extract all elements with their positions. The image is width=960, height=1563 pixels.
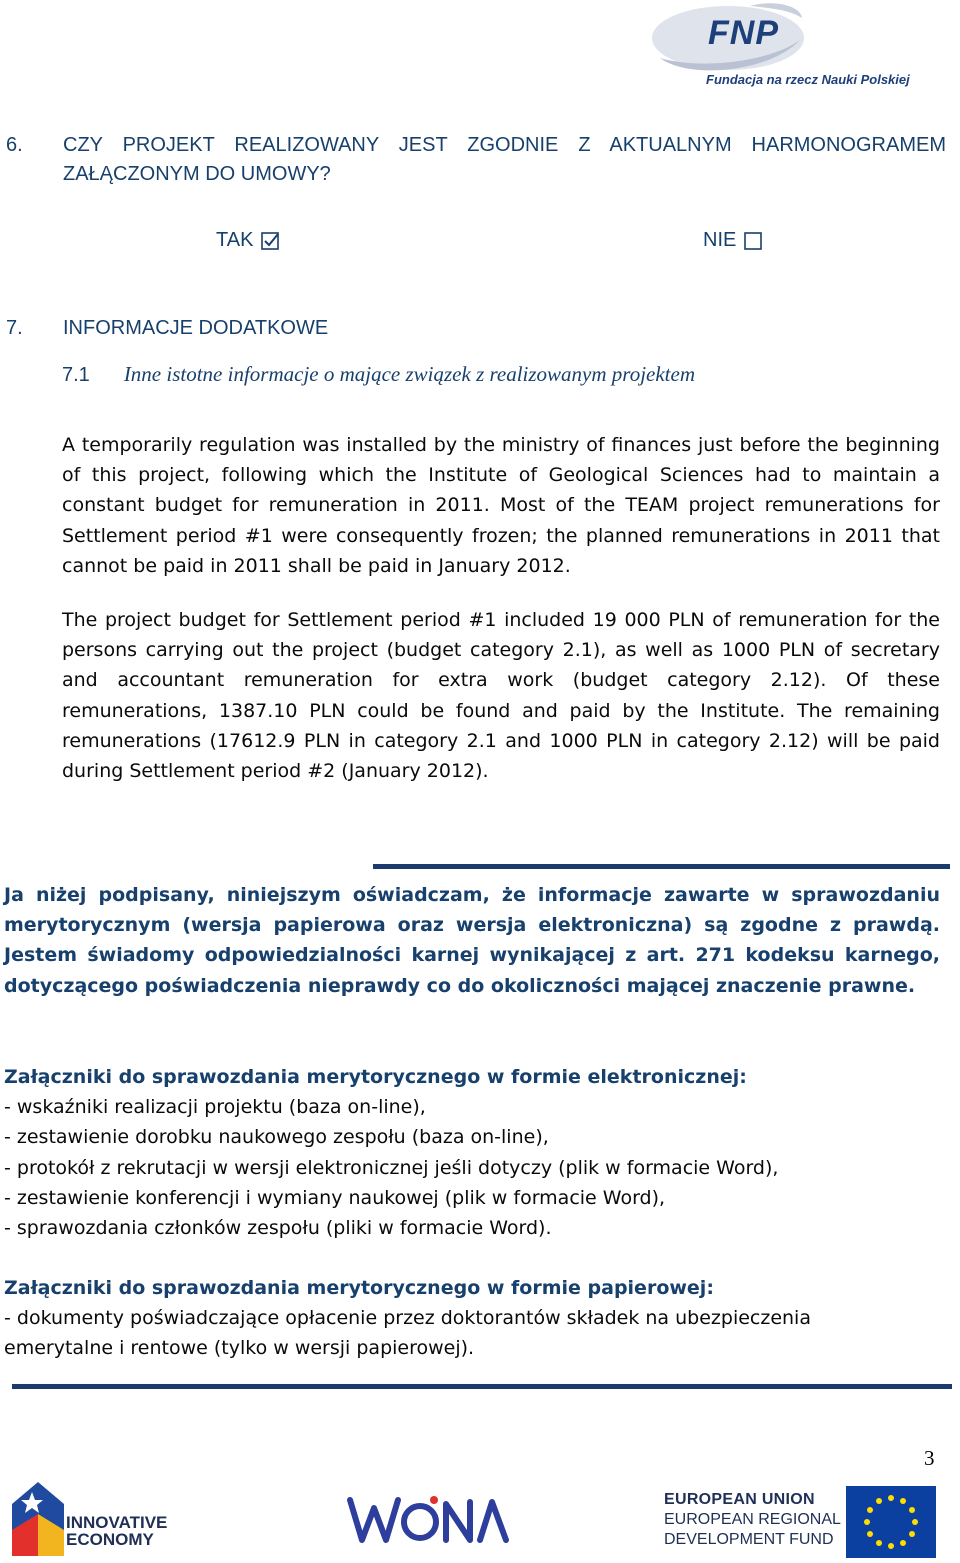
divider-bottom xyxy=(12,1384,952,1389)
eu-line-2: EUROPEAN REGIONAL xyxy=(664,1511,841,1528)
section-6-number: 6. xyxy=(6,134,23,156)
partner-logo xyxy=(346,1490,510,1550)
section-7-1-number: 7.1 xyxy=(62,364,90,386)
attachments-paper xyxy=(4,1273,944,1364)
eu-logo-text xyxy=(664,1490,841,1550)
section-7-1-title: Inne istotne informacje o mające związek z realizowanym projektem xyxy=(123,362,695,386)
innovative-economy-text: INNOVATIVE ECONOMY xyxy=(66,1513,168,1549)
section-7-title: INFORMACJE DODATKOWE xyxy=(63,317,329,339)
list-item: - zestawienie konferencji i wymiany naukowej (plik w formacie Word), xyxy=(4,1186,666,1209)
checkbox-empty-icon[interactable] xyxy=(744,232,762,250)
partner-emblem-icon xyxy=(346,1490,510,1550)
section-7-number: 7. xyxy=(6,317,23,339)
fnp-logo xyxy=(650,0,950,96)
checkbox-checked-icon[interactable] xyxy=(261,232,279,250)
fnp-logo-text: FNP xyxy=(708,14,779,52)
list-item: - sprawozdania członków zespołu (pliki w formacie Word). xyxy=(4,1217,552,1240)
paragraph-1: A temporarily regulation was installed by the ministry of finances just before the beginning of this project, following which the Institute of Geological Sciences had to maintain a constant budget for remuneration in 2011. Most of the TEAM project remunerations for Settlement period #1 were consequently frozen; the planned remunerations in 2011 that cannot be paid in 2011 shall be paid in January 2012. xyxy=(62,434,940,577)
option-no[interactable] xyxy=(703,229,762,252)
declaration-text: Ja niżej podpisany, niniejszym oświadczam, że informacje zawarte w sprawozdaniu merytorycznym (wersja papierowa oraz wersja elektroniczna) są zgodne z prawdą. Jestem świadomy odpowiedzialności karnej wynikającej z art. 271 kodeksu karnego, dotyczącego poświadczenia nieprawdy co do okoliczności mającej znaczenie prawne. xyxy=(4,884,940,997)
list-item: - wskaźniki realizacji projektu (baza on-line), xyxy=(4,1096,426,1119)
page-number: 3 xyxy=(924,1446,935,1470)
section-6-question xyxy=(6,131,946,189)
divider-top xyxy=(373,864,950,869)
attachments-paper-title: Załączniki do sprawozdania merytorycznego w formie papierowej: xyxy=(4,1277,714,1299)
option-yes[interactable] xyxy=(216,229,279,252)
section-7-1-heading xyxy=(62,362,695,387)
attachments-electronic xyxy=(4,1062,944,1243)
list-item: - dokumenty poświadczające opłacenie przez doktorantów składek na ubezpieczenia xyxy=(4,1307,811,1330)
list-item: - zestawienie dorobku naukowego zespołu (baza on-line), xyxy=(4,1126,549,1149)
innovative-economy-logo xyxy=(8,1478,178,1558)
eu-flag-icon xyxy=(846,1486,936,1558)
section-6-text: CZY PROJEKT REALIZOWANY JEST ZGODNIE Z AKTUALNYM HARMONOGRAMEM ZAŁĄCZONYM DO UMOWY? xyxy=(63,134,946,185)
option-no-label: NIE xyxy=(703,229,737,251)
eu-line-3: DEVELOPMENT FUND xyxy=(664,1531,834,1548)
paragraph-2: The project budget for Settlement period #1 included 19 000 PLN of remuneration for the persons carrying out the project (budget category 2.1), as well as 1000 PLN of secretary and accountant remuneration for extra work (budget category 2.12). Of these remunerations, 1387.10 PLN could be found and paid by the Institute. The remaining remunerations (17612.9 PLN in category 2.1 and 1000 PLN in category 2.12) will be paid during Settlement period #2 (January 2012). xyxy=(62,609,940,783)
list-item: emerytalne i rentowe (tylko w wersji papierowej). xyxy=(4,1337,475,1360)
innovative-economy-emblem-icon xyxy=(8,1478,68,1558)
option-yes-label: TAK xyxy=(216,229,254,251)
attachments-electronic-title: Załączniki do sprawozdania merytorycznego w formie elektronicznej: xyxy=(4,1066,747,1088)
fnp-logo-subtitle: Fundacja na rzecz Nauki Polskiej xyxy=(706,72,910,87)
list-item: - protokół z rekrutacji w wersji elektronicznej jeśli dotyczy (plik w formacie Word), xyxy=(4,1156,779,1179)
eu-logo xyxy=(664,1486,936,1558)
eu-line-1: EUROPEAN UNION xyxy=(664,1491,815,1508)
